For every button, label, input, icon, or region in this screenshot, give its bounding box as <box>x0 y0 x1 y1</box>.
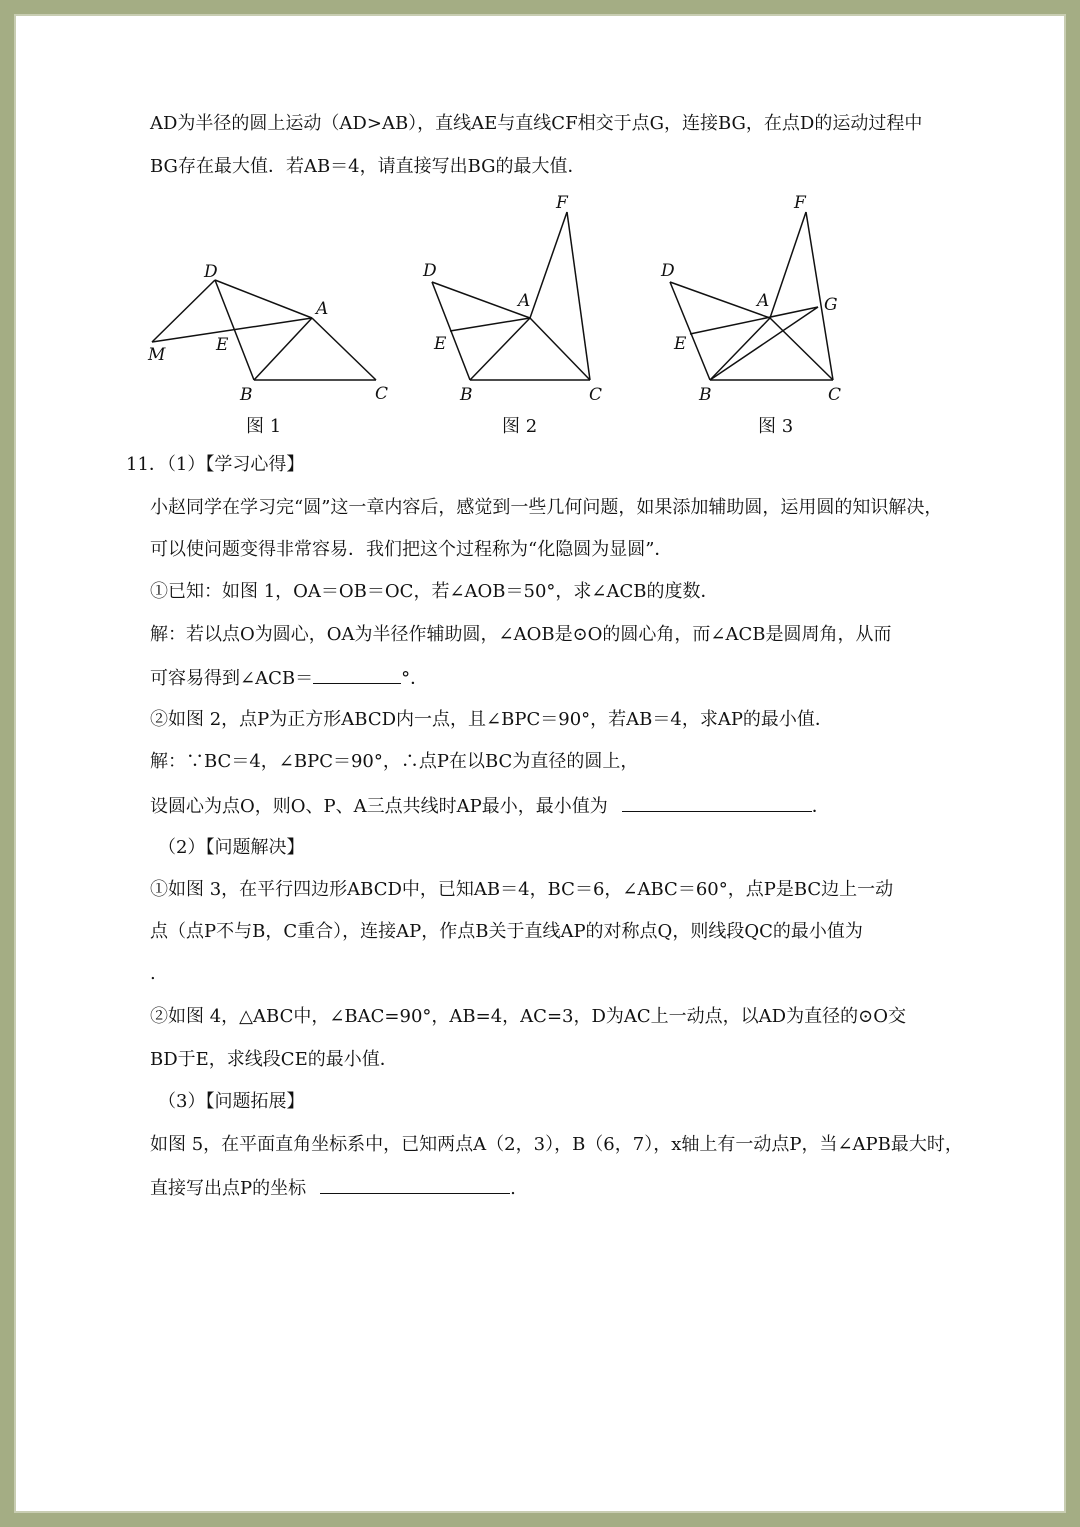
q11-p4-line-2: BD于E，求线段CE的最小值． <box>150 1049 398 1070</box>
fig3-caption: 图 3 <box>758 416 794 437</box>
q11-p1-question: ①已知：如图 1，OA＝OB＝OC，若∠AOB＝50°，求∠ACB的度数． <box>150 581 719 602</box>
fig1-label-e: E <box>216 335 229 355</box>
q11-p2-solution-1: 解：∵BC＝4，∠BPC＝90°，∴点P在以BC为直径的圆上， <box>150 751 639 772</box>
answer-blank-3 <box>320 1175 510 1194</box>
figure-1 <box>152 280 376 380</box>
fig3-label-b: B <box>699 385 712 405</box>
q11-intro-1: 小赵同学在学习完“圆”这一章内容后，感觉到一些几何问题，如果添加辅助圆，运用圆的知识解决， <box>150 497 943 518</box>
q11-intro-2: 可以使问题变得非常容易．我们把这个过程称为“化隐圆为显圆”． <box>150 539 673 560</box>
fig3-label-a: A <box>757 291 770 311</box>
fig2-label-f: F <box>556 193 568 213</box>
fig3-label-f: F <box>794 193 806 213</box>
q11-p2-question: ②如图 2，点P为正方形ABCD内一点，且∠BPC＝90°，若AB＝4，求AP的最小值． <box>150 709 833 730</box>
q11-p3-line-1: ①如图 3，在平行四边形ABCD中，已知AB＝4，BC＝6，∠ABC＝60°，点P是BC边上一动 <box>150 879 894 900</box>
continuation-line-2: BG存在最大值．若AB＝4，请直接写出BG的最大值． <box>150 156 586 177</box>
continuation-line-1: AD为半径的圆上运动（AD>AB），直线AE与直线CF相交于点G，连接BG，在点D的运动过程中 <box>150 113 923 134</box>
fig3-label-c: C <box>828 385 842 405</box>
fig3-label-e: E <box>674 334 687 354</box>
q11-p4-line-1: ②如图 4，△ABC中，∠BAC=90°，AB=4，AC=3，D为AC上一动点，以AD为直径的⊙O交 <box>150 1006 906 1027</box>
fig3-label-g: G <box>824 295 838 315</box>
fig2-label-b: B <box>460 385 473 405</box>
fig1-label-c: C <box>375 384 389 404</box>
q11-p2-solution-2: 设圆心为点O，则O、P、A三点共线时AP最小，最小值为 ． <box>150 793 830 819</box>
fig2-label-a: A <box>518 291 531 311</box>
q11-p3-line-3: . <box>150 963 156 984</box>
q11-p1-solution-1: 解：若以点O为圆心，OA为半径作辅助圆，∠AOB是⊙O的圆心角，而∠ACB是圆周角，从而 <box>150 624 892 645</box>
q11-p3-line-2: 点（点P不与B，C重合），连接AP，作点B关于直线AP的对称点Q，则线段QC的最小值为 <box>150 921 863 942</box>
answer-blank-1 <box>313 665 401 684</box>
q11-p5-line-2: 直接写出点P的坐标 . <box>150 1175 516 1201</box>
fig2-label-e: E <box>434 334 447 354</box>
q11-header: 11．（1）【学习心得】 <box>126 454 305 475</box>
figure-3 <box>670 212 833 380</box>
fig2-label-c: C <box>589 385 603 405</box>
q11-part3-header: （3）【问题拓展】 <box>158 1091 305 1112</box>
fig2-caption: 图 2 <box>502 416 538 437</box>
fig1-label-d: D <box>204 262 218 282</box>
fig1-label-b: B <box>240 385 253 405</box>
q11-part2-header: （2）【问题解决】 <box>158 837 305 858</box>
figure-2 <box>432 212 590 380</box>
fig2-label-d: D <box>423 261 437 281</box>
q11-p5-line-1: 如图 5，在平面直角坐标系中，已知两点A（2，3），B（6，7），x轴上有一动点P，当∠APB最大时， <box>150 1134 963 1155</box>
fig3-label-d: D <box>661 261 675 281</box>
q11-p1-solution-2: 可容易得到∠ACB＝ °． <box>150 665 428 691</box>
answer-blank-2 <box>622 793 812 812</box>
fig1-label-m: M <box>148 345 166 365</box>
fig1-caption: 图 1 <box>246 416 282 437</box>
geometry-figures <box>0 0 1080 460</box>
fig1-label-a: A <box>316 299 329 319</box>
